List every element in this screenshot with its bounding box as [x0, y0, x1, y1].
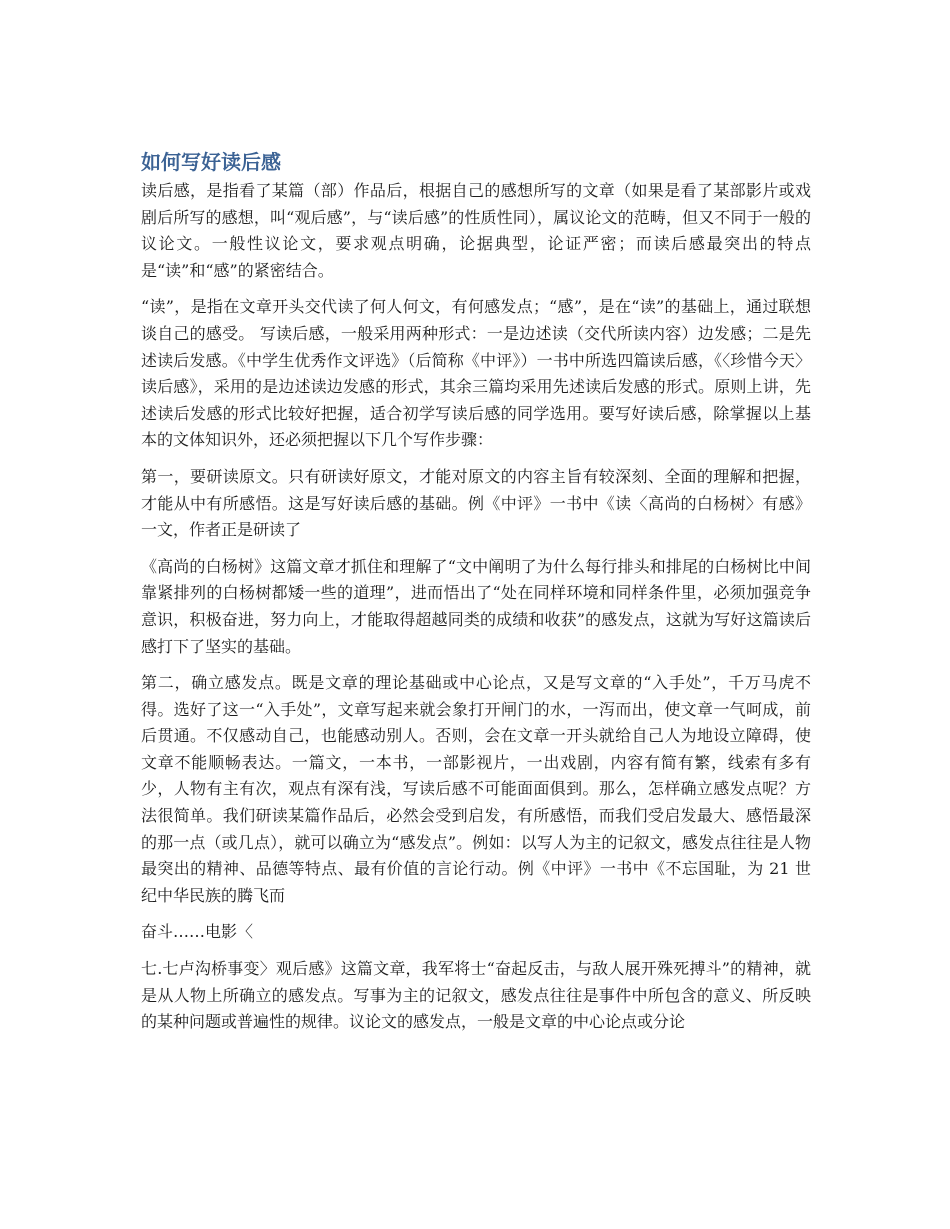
paragraph-step-one-example: 《高尚的白杨树》这篇文章才抓住和理解了“文中阐明了为什么每行排头和排尾的白杨树比中间靠紧排列的白杨树都矮一些的道理”，进而悟出了“处在同样环境和同样条件里，必须加强竞争意识，积极奋进，努力向上，才能取得超越同类的成绩和收获”的感发点，这就为写好这篇读后感打下了坚实的基础。: [141, 556, 811, 656]
paragraph-step-two: 第二，确立感发点。既是文章的理论基础或中心论点，又是写文章的“入手处”，千万马虎不得。选好了这一“入手处”，文章写起来就会象打开闸门的水，一泻而出，使文章一气呵成，前后贯通。不仅感动自己，也能感动别人。否则，会在文章一开头就给自己人为地设立障碍，使文章不能顺畅表达。一篇文，一本书，一部影视片，一出戏剧，内容有简有繁，线索有多有少，人物有主有次，观点有深有浅，写读后感不可能面面俱到。那么，怎样确立感发点呢？方法很简单。我们研读某篇作品后，必然会受到启发，有所感悟，而我们受启发最大、感悟最深的那一点（或几点），就可以确立为“感发点”。例如：以写人为主的记叙文，感发点往往是人物最突出的精神、品德等特点、最有价值的言论行动。例《中评》一书中《不忘国耻，为 21 世纪中华民族的腾飞而: [141, 673, 811, 905]
paragraph-step-two-continued: 七.七卢沟桥事变〉观后感》这篇文章，我军将士“奋起反击，与敌人展开殊死搏斗”的精神，就是从人物上所确立的感发点。写事为主的记叙文，感发点往往是事件中所包含的意义、所反映的某种问题或普遍性的规律。议论文的感发点，一般是文章的中心论点或分论: [141, 959, 811, 1032]
paragraph-read-and-feel: “读”，是指在文章开头交代读了何人何文，有何感发点；“感”，是在“读”的基础上，通过联想谈自己的感受。 写读后感，一般采用两种形式：一是边述读（交代所读内容）边发感；二是先述读后发感。《中学生优秀作文评选》（后简称《中评》）一书中所选四篇读后感，《〈珍惜今天〉读后感》，采用的是边述读边发感的形式，其余三篇均采用先述读后发感的形式。原则上讲，先述读后发感的形式比较好把握，适合初学写读后感的同学选用。要写好读后感，除掌握以上基本的文体知识外，还必须把握以下几个写作步骤：: [141, 297, 811, 450]
paragraph-step-one: 第一，要研读原文。只有研读好原文，才能对原文的内容主旨有较深刻、全面的理解和把握，才能从中有所感悟。这是写好读后感的基础。例《中评》一书中《读〈高尚的白杨树〉有感》一文，作者正是研读了: [141, 466, 811, 540]
paragraph-definition: 读后感，是指看了某篇（部）作品后，根据自己的感想所写的文章（如果是看了某部影片或戏剧后所写的感想，叫“观后感”，与“读后感”的性质性同），属议论文的范畴，但又不同于一般的议论文。一般性议论文，要求观点明确，论据典型，论证严密；而读后感最突出的特点是“读”和“感”的紧密结合。: [141, 181, 811, 280]
document-page: [141, 148, 811, 1046]
paragraph-fragment: 奋斗……电影〈: [141, 922, 254, 942]
document-title: 如何写好读后感: [141, 150, 281, 174]
